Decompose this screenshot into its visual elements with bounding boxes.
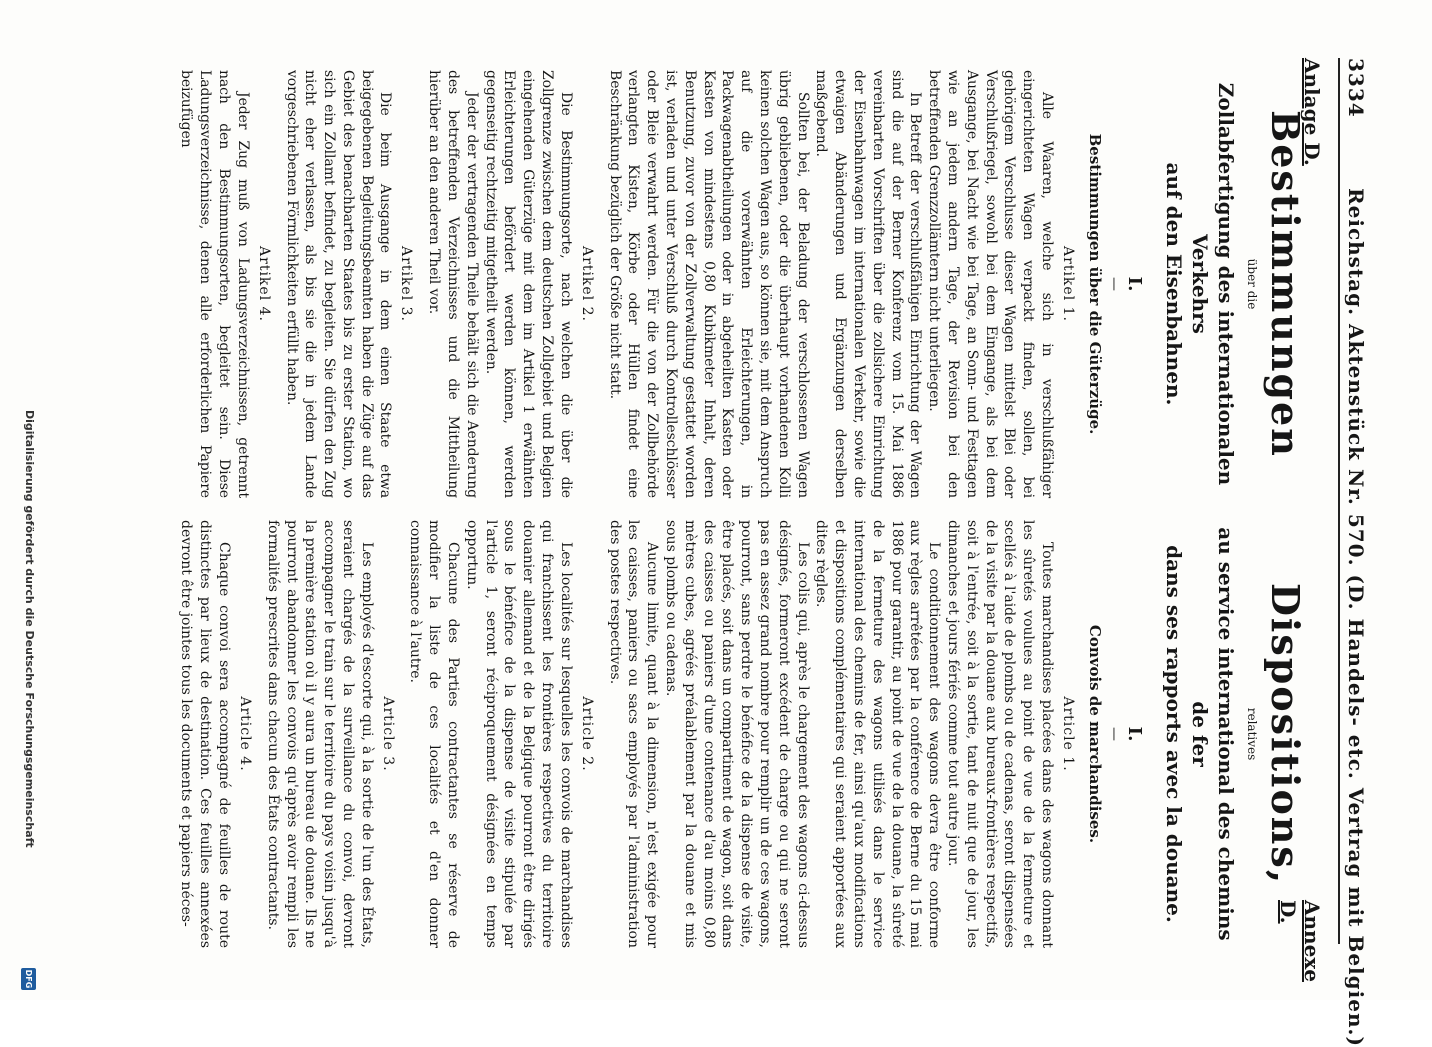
french-section-title: Convois de marchandises. bbox=[1086, 624, 1104, 844]
french-section-number: I. bbox=[1124, 726, 1145, 742]
running-title: Reichstag. Aktenstück Nr. 570. (D. Handels- etc. Vertrag mit Belgien.) bbox=[1344, 188, 1368, 1047]
german-section-title: Bestimmungen über die Güterzüge. bbox=[1086, 133, 1104, 435]
german-article-2-title: Artikel 2. bbox=[578, 246, 595, 322]
german-subtitle-2: auf den Eisenbahnen. bbox=[1162, 162, 1186, 406]
german-article-3-para-1: Die beim Ausgange in dem einen Staate etwa beigegebenen Begleitungsbeamten haben die Züge auf das Gebiet des benachbarten Staates bis zu erster Station, wo sich ein Zollamt befindet, zu begleiten. Sie dürfen den Zug nicht eher verlassen, als bis sie die in jedem Lande vorgeschriebenen Förmlichkeiten erfüllt haben. bbox=[283, 70, 394, 498]
french-subtitle-2: dans ses rapports avec la douane. bbox=[1162, 545, 1186, 923]
section-dash: — bbox=[1106, 727, 1122, 741]
german-title: Bestimmungen bbox=[1263, 110, 1308, 458]
german-section-number: I. bbox=[1124, 276, 1145, 292]
german-column bbox=[177, 70, 1318, 498]
annex-label-french: Annexe D. bbox=[1276, 900, 1324, 982]
german-article-2-para-1: Die Bestimmungsorte, nach welchen die über die Zollgrenze zwischen dem deutschen Zollgebiet und Belgien eingehenden Güterzüge mit dem im Artikel 1 erwähnten Erleichterungen befördert werden können, werden gegenseitig rechtzeitig mitgetheilt werden. bbox=[482, 70, 574, 498]
french-article-1-para-1: Toutes marchandises placées dans des wagons donnant les sûretés voulues au point de vue de la fermeture et scellés à l'aide de plombs ou de cadenas, seront dispensées de la visite par la douane aux bureaux-frontières respectifs, soit à l'entrée, soit à la sortie, tant de nuit que de jour, les dimanches et jours fériés comme tout autre jour. bbox=[945, 520, 1055, 948]
annex-label-german: Anlage D. bbox=[1300, 58, 1324, 166]
french-article-1-title: Article 1. bbox=[1060, 696, 1076, 772]
german-article-1-para-1: Alle Waaren, welche sich in verschlußfähiger eingerichteten Wagen verpackt finden, sollen, bei gehörigem Verschlusse dieser Wagen mittelst Blei oder Verschlußriegel, sowohl bei dem Eingange, als bei dem Ausgange, bei Nacht wie bei Tage, an Sonn- und Festtagen wie an jedem andern Tage, der Revision bei den betreffenden Grenzzollämtern nicht unterliegen. bbox=[926, 70, 1055, 498]
french-article-3-para-1: Les employés d'escorte qui, à la sortie de l'un des États, seraient chargés de la surveillance du convoi, devront accompagner le train sur le territoire du pays voisin jusqu'à la première station où il y aura un bureau de douane. Ils ne pourront abandonner les convois qu'après avoir rempli les formalités prescrites dans chacun des États contractants. bbox=[264, 520, 375, 948]
french-subtitle-1: au service international des chemins de fer bbox=[1188, 527, 1238, 941]
german-subtitle-1: Zollabfertigung des internationalen Verkehrs bbox=[1188, 82, 1238, 486]
french-over: relatives bbox=[1245, 707, 1259, 761]
header-rule bbox=[1338, 58, 1340, 944]
dfg-logo-icon: DFG bbox=[21, 968, 36, 990]
german-article-4-para-1: Jeder Zug muß von Ladungsverzeichnissen, getrennt nach den Bestimmungsorten, begleitet sein. Diese Ladungsverzeichnisse, denen alle erforderlichen Papiere beizufügen bbox=[178, 70, 251, 498]
german-article-1-title: Artikel 1. bbox=[1060, 246, 1076, 322]
french-article-2-title: Article 2. bbox=[578, 696, 595, 772]
german-article-4-title: Artikel 4. bbox=[255, 246, 272, 322]
digitization-footer bbox=[14, 0, 38, 1000]
french-column bbox=[177, 520, 1318, 948]
french-article-2-para-2: Chacune des Parties contractantes se réserve de modifier la liste de ces localités et d'en donner connaissance à l'autre. bbox=[407, 520, 462, 948]
french-article-1-para-4: Aucune limite, quant à la dimension, n'est exigée pour les caisses, paniers ou sacs employés par l'administration des postes respectives. bbox=[606, 520, 661, 948]
page-number: 3334 bbox=[1344, 58, 1368, 118]
french-article-1-para-3: Les colis qui, après le chargement des wagons ci-dessus désignés, formeront excédent de charge ou qui ne seront pas en assez grand nombre pour remplir un de ces wagons, pourront, sans perdre le bénéfice de la dispense de visite, être placés, soit dans un compartiment de wagon, soit dans des caisses ou paniers d'une contenance d'au moins 0,80 mètres cubes, agréés préalablement par la douane et mis sous plombs ou cadenas. bbox=[663, 520, 811, 948]
german-over: über die bbox=[1245, 258, 1259, 310]
german-article-1-para-3: Sollten bei, der Beladung der verschlossenen Wagen übrig gebliebenen, oder die überhaupt vorhandenen Kolli keinen solchen Wagen aus, so können sie, mit dem Anspruch auf die vorerwähnten Erleichterungen, in Packwagenabtheilungen oder in abgeheilten Kasten oder Kasten von mindestens 0,80 Kubikmeter Inhalt, deren Benutzung, zuvor von der Zollverwaltung gestattet worden ist, verladen und unter Verschluß durch Kontrolleschlösser oder Bleie verwahrt werden. Für die von der Zollbehörde verlangten Kisten, Körbe oder Hüllen findet eine Beschränkung bezüglich der Größe nicht statt. bbox=[606, 70, 811, 498]
french-article-4-title: Article 4. bbox=[236, 696, 253, 772]
german-article-3-title: Artikel 3. bbox=[398, 246, 415, 322]
german-article-1-para-2: In Betreff der verschlußfähigen Einrichtung der Wagen sind die auf der Berner Konferenz vom 15. Mai 1886 vereinbarten Vorschriften über die zollsichere Einrichtung der Eisenbahnwagen im internationalen Verkehr, sowie die etwaigen Abänderungen und Ergänzungen derselben maßgebend. bbox=[813, 70, 924, 498]
french-title: Dispositions, bbox=[1263, 582, 1308, 886]
german-article-2-para-2: Jeder der vertragenden Theile behält sich die Aenderung des betreffenden Verzeichnisses und die Mittheilung hierüber an den anderen Theil vor. bbox=[426, 70, 480, 498]
french-article-4-para-1: Chaque convoi sera accompagné de feuilles de route distinctes par lieux de destination. Ces feuilles annexées devront être jointes tous les documents et papiers néces- bbox=[178, 520, 232, 948]
french-article-1-para-2: Le conditionnement des wagons devra être conforme aux règles arrêtées par la conférence de Berne du 15 mai 1886 pour garantir, au point de vue de la douane, la sûreté de la fermeture des wagons utilisés dans le service international des chemins de fer, ainsi qu'aux modifications et dispositions complémentaires qui seraient apportées aux dites règles. bbox=[813, 520, 943, 948]
french-article-2-para-1: Les localités sur lesquelles les convois de marchandises qui franchissent les frontières respectives du territoire douanier allemand et de la Belgique pourront être dirigés sous le bénéfice de la dispense de visite stipulée par l'article 1, seront réciproquement désignées en temps opportun. bbox=[463, 520, 574, 948]
page-header bbox=[1338, 58, 1368, 1047]
section-dash: — bbox=[1106, 277, 1122, 291]
funding-credit: Digitalisierung gefördert durch die Deutsche Forschungsgemeinschaft bbox=[23, 410, 36, 848]
french-article-3-title: Article 3. bbox=[379, 696, 396, 772]
